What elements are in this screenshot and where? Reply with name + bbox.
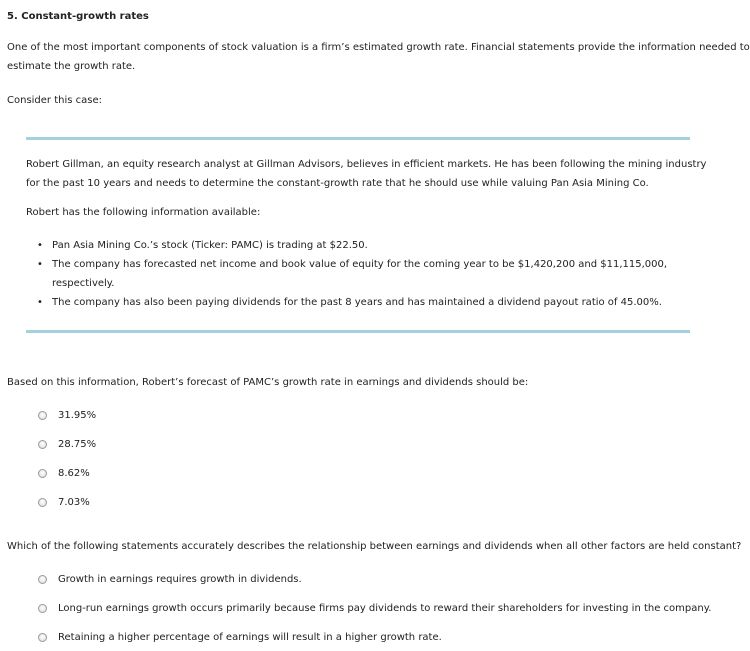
q1-option-4-radio[interactable] <box>38 498 47 507</box>
bullet-1: Pan Asia Mining Co.’s stock (Ticker: PAMC) is trading at $22.50. <box>52 240 368 251</box>
case-paragraph-line-1: Robert Gillman, an equity research analyst at Gillman Advisors, believes in efficient markets. He has been following the mining industry <box>26 159 707 170</box>
q1-prompt: Based on this information, Robert’s forecast of PAMC’s growth rate in earnings and dividends should be: <box>7 377 529 388</box>
q2-option-3-radio[interactable] <box>38 633 47 642</box>
q1-option-1-radio[interactable] <box>38 411 47 420</box>
q1-option-4-label[interactable]: 7.03% <box>58 497 90 508</box>
q2-option-1-label[interactable]: Growth in earnings requires growth in dividends. <box>58 574 302 585</box>
intro-line-1: One of the most important components of stock valuation is a firm’s estimated growth rate. Financial statements provide the information needed to <box>7 42 750 53</box>
case-paragraph-line-2: for the past 10 years and needs to determine the constant-growth rate that he should use while valuing Pan Asia Mining Co. <box>26 178 649 189</box>
q1-option-3-radio[interactable] <box>38 469 47 478</box>
intro-line-2: estimate the growth rate. <box>7 61 136 72</box>
bullet-3: The company has also been paying dividends for the past 8 years and has maintained a dividend payout ratio of 45.00%. <box>52 297 662 308</box>
bullet-2-line-2: respectively. <box>52 278 115 289</box>
case-bottom-divider <box>26 330 690 333</box>
consider-label: Consider this case: <box>7 95 102 106</box>
bullet-icon: • <box>37 297 43 308</box>
q2-option-1-radio[interactable] <box>38 575 47 584</box>
q2-option-3-label[interactable]: Retaining a higher percentage of earnings will result in a higher growth rate. <box>58 632 442 643</box>
q1-option-2-radio[interactable] <box>38 440 47 449</box>
q2-option-2-label[interactable]: Long-run earnings growth occurs primarily because firms pay dividends to reward their shareholders for investing in the company. <box>58 603 712 614</box>
case-top-divider <box>26 137 690 140</box>
q1-option-1-label[interactable]: 31.95% <box>58 410 97 421</box>
q1-option-3-label[interactable]: 8.62% <box>58 468 90 479</box>
bullet-2-line-1: The company has forecasted net income and book value of equity for the coming year to be $1,420,200 and $11,115,000, <box>52 259 668 270</box>
q2-prompt: Which of the following statements accurately describes the relationship between earnings and dividends when all other factors are held constant? <box>7 541 742 552</box>
bullet-icon: • <box>37 259 43 270</box>
q2-option-2-radio[interactable] <box>38 604 47 613</box>
bullet-icon: • <box>37 240 43 251</box>
info-label: Robert has the following information available: <box>26 207 261 218</box>
q1-option-2-label[interactable]: 28.75% <box>58 439 97 450</box>
question-title: 5. Constant-growth rates <box>7 11 149 22</box>
